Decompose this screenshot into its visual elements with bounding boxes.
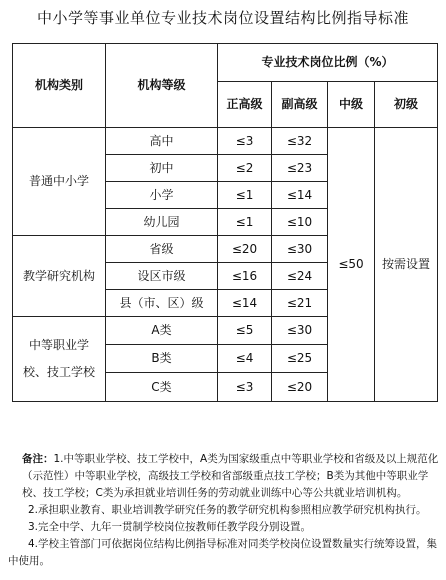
vice-ratio-cell: ≤20 [272,373,328,402]
vice-ratio-cell: ≤23 [272,155,328,182]
level-cell: 幼儿园 [106,209,218,236]
level-cell: A类 [106,317,218,345]
header-junior: 初级 [375,82,438,128]
group-name [13,317,106,402]
notes-label: 备注： [22,453,54,465]
note-4: 4.学校主管部门可依据岗位结构比例指导标准对同类学校岗位设置数量实行统筹设置，集中使用。 [8,538,438,567]
senior-ratio-cell: ≤14 [218,290,272,317]
vice-ratio-cell: ≤10 [272,209,328,236]
senior-ratio-cell: ≤3 [218,373,272,402]
level-cell: 省级 [106,236,218,263]
middle-ratio-cell: ≤50 [328,128,375,402]
ratio-table [12,43,438,402]
senior-ratio-cell: ≤16 [218,263,272,290]
vice-ratio-cell: ≤30 [272,317,328,345]
note-2: 2.承担职业教育、职业培训教学研究任务的教学研究机构参照相应教学研究机构执行。 [28,504,427,516]
senior-ratio-cell: ≤3 [218,128,272,155]
header-vice-senior: 副高级 [272,82,328,128]
senior-ratio-cell: ≤4 [218,345,272,373]
senior-ratio-cell: ≤1 [218,209,272,236]
level-cell: 县（市、区）级 [106,290,218,317]
vice-ratio-cell: ≤25 [272,345,328,373]
header-ratio-group: 专业技术岗位比例（%） [218,44,438,82]
header-level: 机构等级 [106,44,218,128]
level-cell: C类 [106,373,218,402]
group-name: 教学研究机构 [13,236,106,317]
vice-ratio-cell: ≤30 [272,236,328,263]
note-1-text: 1.中等职业学校、技工学校中，A类为国家级重点中等职业学校和省级及以上规范化（示范性）中等职业学校，高级技工学校和省部级重点技工学校；B类为其他中等职业学校、技工学校；C类为承担就业培训任务的劳动就业训练中心等公共就业培训机构。 [22,453,439,499]
senior-ratio-cell: ≤1 [218,182,272,209]
junior-ratio-cell: 按需设置 [375,128,438,402]
level-cell: 高中 [106,128,218,155]
level-cell: 设区市级 [106,263,218,290]
senior-ratio-cell: ≤20 [218,236,272,263]
header-middle: 中级 [328,82,375,128]
vice-ratio-cell: ≤21 [272,290,328,317]
group-name: 普通中小学 [13,128,106,236]
header-senior: 正高级 [218,82,272,128]
senior-ratio-cell: ≤5 [218,317,272,345]
group-name-line2: 校、技工学校 [22,365,95,379]
notes-section [8,451,440,570]
header-category: 机构类别 [13,44,106,128]
senior-ratio-cell: ≤2 [218,155,272,182]
vice-ratio-cell: ≤24 [272,263,328,290]
note-3: 3.完全中学、九年一贯制学校岗位按教师任教学段分别设置。 [28,521,312,533]
document-title: 中小学等事业单位专业技术岗位设置结构比例指导标准 [36,9,409,27]
note-1 [8,451,440,502]
level-cell: 小学 [106,182,218,209]
vice-ratio-cell: ≤32 [272,128,328,155]
group-name-line1: 中等职业学 [28,338,89,352]
level-cell: 初中 [106,155,218,182]
vice-ratio-cell: ≤14 [272,182,328,209]
level-cell: B类 [106,345,218,373]
